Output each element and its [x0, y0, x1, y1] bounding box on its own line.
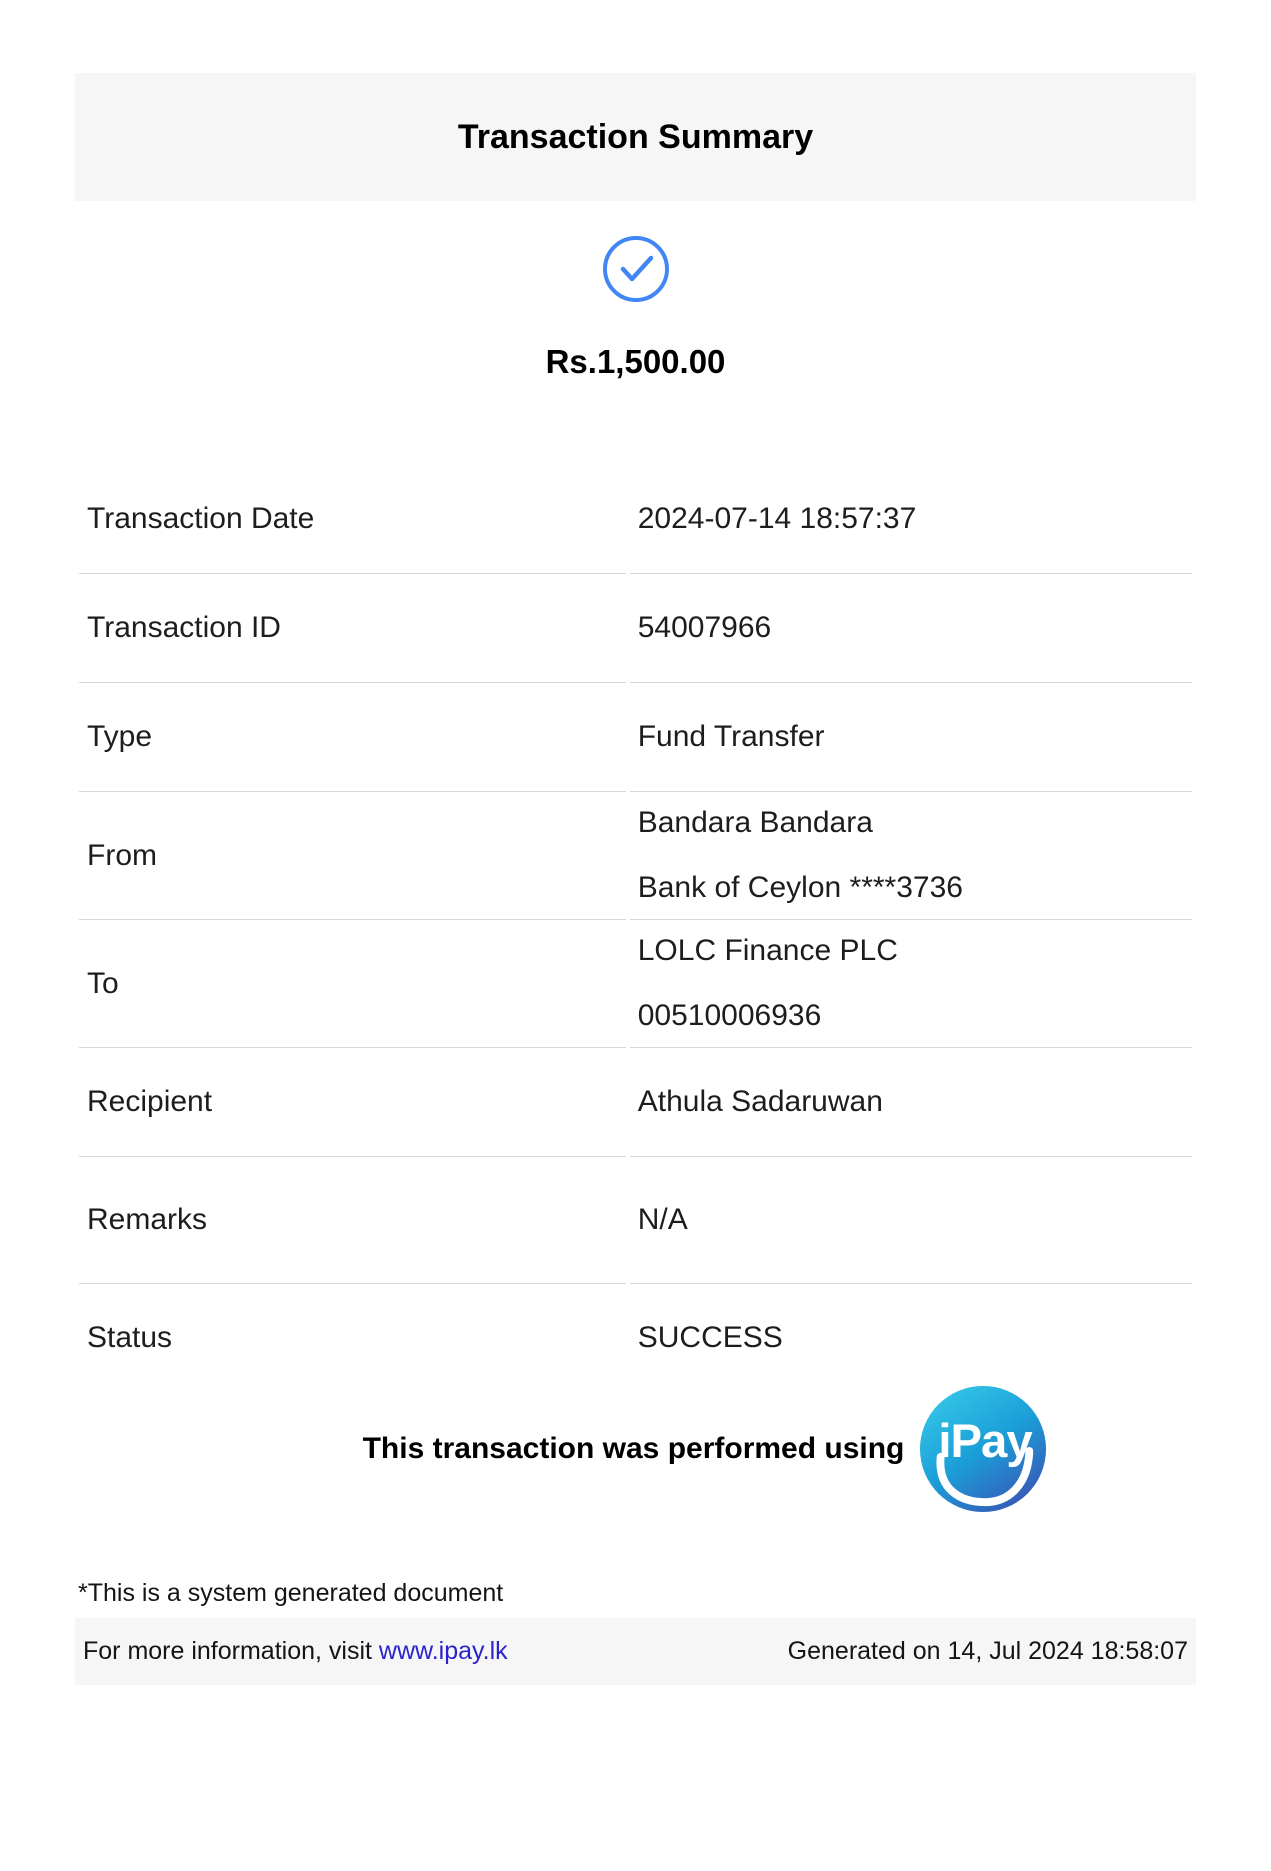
generated-timestamp: Generated on 14, Jul 2024 18:58:07 — [787, 1637, 1188, 1665]
table-row — [79, 1284, 1192, 1392]
row-value: 54007966 — [630, 574, 1192, 683]
ipay-logo-icon — [918, 1384, 1048, 1514]
header-bar — [75, 73, 1196, 201]
system-generated-note: *This is a system generated document — [78, 1579, 504, 1607]
row-label: Recipient — [79, 1048, 626, 1157]
table-row — [79, 683, 1192, 792]
transaction-details-table — [75, 465, 1196, 1392]
row-value-line: 00510006936 — [637, 999, 822, 1032]
check-circle-icon — [601, 291, 671, 308]
row-label: To — [79, 920, 626, 1048]
row-label: Transaction ID — [79, 574, 626, 683]
footer-info — [83, 1637, 508, 1666]
row-value: Fund Transfer — [630, 683, 1192, 792]
row-label: From — [79, 792, 626, 920]
table-row — [79, 1157, 1192, 1284]
footer-info-text: For more information, visit — [83, 1637, 372, 1665]
table-row — [79, 792, 1192, 920]
row-value — [630, 792, 1192, 920]
receipt-document — [75, 73, 1196, 1685]
row-value-line: LOLC Finance PLC — [637, 934, 898, 967]
transaction-amount: Rs.1,500.00 — [545, 343, 726, 380]
row-value-line: Bandara Bandara — [637, 806, 873, 839]
row-value-line: Bank of Ceylon ****3736 — [637, 871, 963, 904]
footer-bar — [75, 1618, 1196, 1685]
row-value: Athula Sadaruwan — [630, 1048, 1192, 1157]
row-label: Status — [87, 1321, 173, 1354]
status-value: SUCCESS — [637, 1321, 783, 1354]
ipay-website-link[interactable]: www.ipay.lk — [378, 1637, 508, 1665]
table-row — [79, 465, 1192, 574]
performed-using-text: This transaction was performed using — [362, 1432, 905, 1465]
row-value: 2024-07-14 18:57:37 — [630, 465, 1192, 574]
page-title: Transaction Summary — [457, 117, 814, 156]
performed-using-row — [215, 1384, 1196, 1514]
row-label: Transaction Date — [79, 465, 626, 574]
row-label: Remarks — [79, 1157, 626, 1284]
row-value — [630, 920, 1192, 1048]
table-row — [79, 1048, 1192, 1157]
row-value: N/A — [630, 1157, 1192, 1284]
table-row — [79, 920, 1192, 1048]
table-row — [79, 574, 1192, 683]
ipay-logo-text: iPay — [938, 1414, 1033, 1468]
row-label: Type — [79, 683, 626, 792]
success-status-icon-wrap — [75, 234, 1196, 304]
